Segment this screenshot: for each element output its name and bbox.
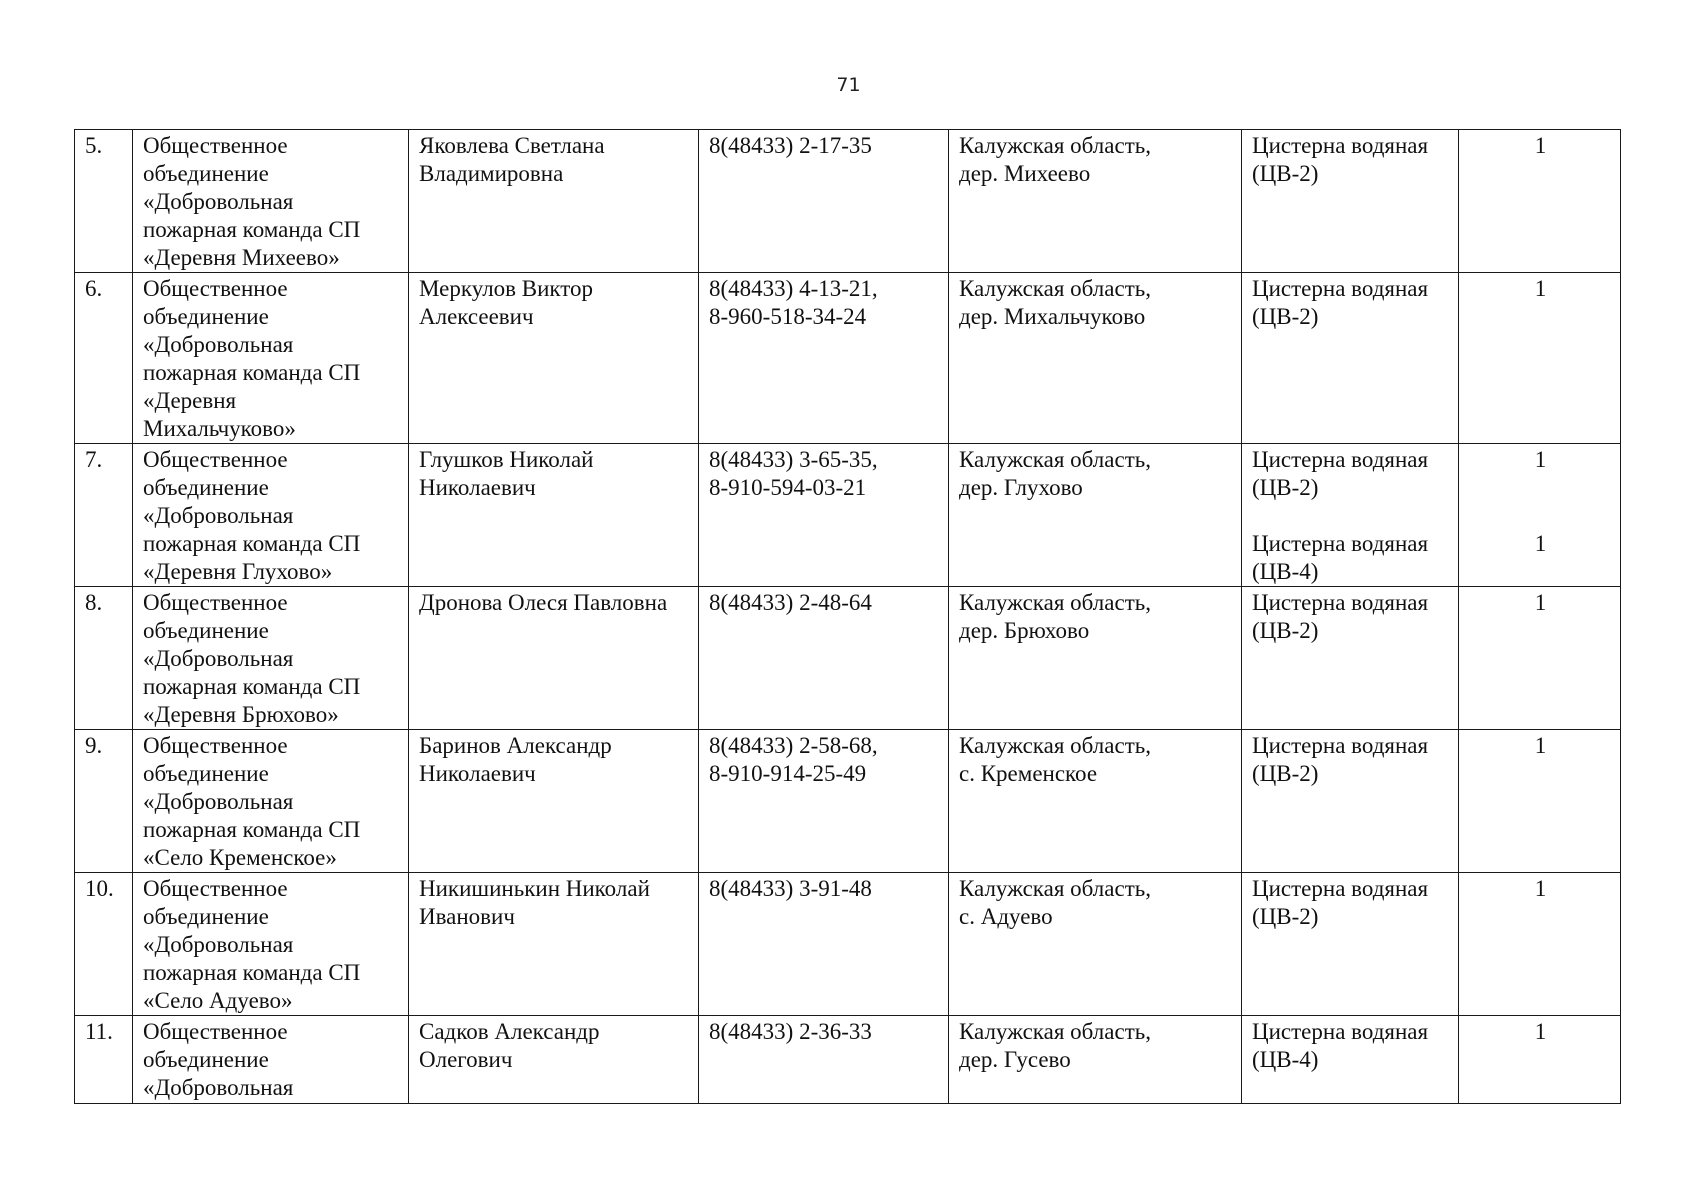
organization-name: Общественное объединение «Добровольная пожарная команда СП «Село Кременское» — [133, 730, 409, 873]
vehicle-item: Цистерна водяная (ЦВ-4) — [1252, 1019, 1429, 1072]
fire-brigade-table — [74, 129, 1621, 1104]
table-row — [75, 444, 1621, 587]
vehicle-type — [1242, 130, 1459, 273]
quantity-item: 1 — [1534, 276, 1547, 301]
vehicle-item: Цистерна водяная (ЦВ-4) — [1252, 531, 1429, 584]
vehicle-type — [1242, 273, 1459, 444]
phone-number: 8(48433) 2-17-35 — [699, 130, 949, 273]
quantity-item: 1 — [1534, 733, 1547, 758]
row-number: 5. — [75, 130, 133, 273]
table-row — [75, 873, 1621, 1016]
vehicle-quantity — [1459, 730, 1621, 873]
head-name: Меркулов Виктор Алексеевич — [409, 273, 699, 444]
vehicle-quantity — [1459, 130, 1621, 273]
vehicle-item: Цистерна водяная (ЦВ-2) — [1252, 590, 1429, 643]
address: Калужская область, дер. Михеево — [949, 130, 1242, 273]
row-number: 8. — [75, 587, 133, 730]
phone-number: 8(48433) 3-65-35, 8-910-594-03-21 — [699, 444, 949, 587]
table-body — [75, 130, 1621, 1104]
phone-number: 8(48433) 2-48-64 — [699, 587, 949, 730]
quantity-item: 1 — [1534, 531, 1547, 556]
address: Калужская область, дер. Брюхово — [949, 587, 1242, 730]
vehicle-quantity — [1459, 273, 1621, 444]
address: Калужская область, дер. Глухово — [949, 444, 1242, 587]
vehicle-type — [1242, 1016, 1459, 1104]
table-row — [75, 273, 1621, 444]
vehicle-quantity — [1459, 873, 1621, 1016]
head-name: Баринов Александр Николаевич — [409, 730, 699, 873]
address: Калужская область, дер. Гусево — [949, 1016, 1242, 1104]
vehicle-item: Цистерна водяная (ЦВ-2) — [1252, 876, 1429, 929]
head-name: Яковлева Светлана Владимировна — [409, 130, 699, 273]
row-number: 6. — [75, 273, 133, 444]
vehicle-type — [1242, 873, 1459, 1016]
head-name: Дронова Олеся Павловна — [409, 587, 699, 730]
vehicle-type — [1242, 730, 1459, 873]
row-number: 9. — [75, 730, 133, 873]
table-row — [75, 730, 1621, 873]
phone-number: 8(48433) 2-36-33 — [699, 1016, 949, 1104]
phone-number: 8(48433) 4-13-21, 8-960-518-34-24 — [699, 273, 949, 444]
row-number: 11. — [75, 1016, 133, 1104]
quantity-item: 1 — [1534, 590, 1547, 615]
vehicle-quantity — [1459, 444, 1621, 587]
head-name: Садков Александр Олегович — [409, 1016, 699, 1104]
quantity-item: 1 — [1534, 133, 1547, 158]
vehicle-type — [1242, 587, 1459, 730]
organization-name: Общественное объединение «Добровольная — [133, 1016, 409, 1104]
vehicle-item: Цистерна водяная (ЦВ-2) — [1252, 276, 1429, 329]
vehicle-item: Цистерна водяная (ЦВ-2) — [1252, 447, 1429, 500]
quantity-item: 1 — [1534, 447, 1547, 472]
organization-name: Общественное объединение «Добровольная пожарная команда СП «Село Адуево» — [133, 873, 409, 1016]
vehicle-item: Цистерна водяная (ЦВ-2) — [1252, 133, 1429, 186]
vehicle-quantity — [1459, 587, 1621, 730]
head-name: Глушков Николай Николаевич — [409, 444, 699, 587]
head-name: Никишинькин Николай Иванович — [409, 873, 699, 1016]
row-number: 10. — [75, 873, 133, 1016]
phone-number: 8(48433) 2-58-68, 8-910-914-25-49 — [699, 730, 949, 873]
page-number: 71 — [836, 74, 861, 96]
quantity-item: 1 — [1534, 1019, 1547, 1044]
address: Калужская область, с. Кременское — [949, 730, 1242, 873]
table-row — [75, 587, 1621, 730]
table-row — [75, 1016, 1621, 1104]
phone-number: 8(48433) 3-91-48 — [699, 873, 949, 1016]
organization-name: Общественное объединение «Добровольная пожарная команда СП «Деревня Михальчуково» — [133, 273, 409, 444]
vehicle-quantity — [1459, 1016, 1621, 1104]
organization-name: Общественное объединение «Добровольная пожарная команда СП «Деревня Глухово» — [133, 444, 409, 587]
vehicle-item: Цистерна водяная (ЦВ-2) — [1252, 733, 1429, 786]
address: Калужская область, с. Адуево — [949, 873, 1242, 1016]
vehicle-type — [1242, 444, 1459, 587]
quantity-item: 1 — [1534, 876, 1547, 901]
table-row — [75, 130, 1621, 273]
organization-name: Общественное объединение «Добровольная пожарная команда СП «Деревня Михеево» — [133, 130, 409, 273]
row-number: 7. — [75, 444, 133, 587]
organization-name: Общественное объединение «Добровольная пожарная команда СП «Деревня Брюхово» — [133, 587, 409, 730]
address: Калужская область, дер. Михальчуково — [949, 273, 1242, 444]
